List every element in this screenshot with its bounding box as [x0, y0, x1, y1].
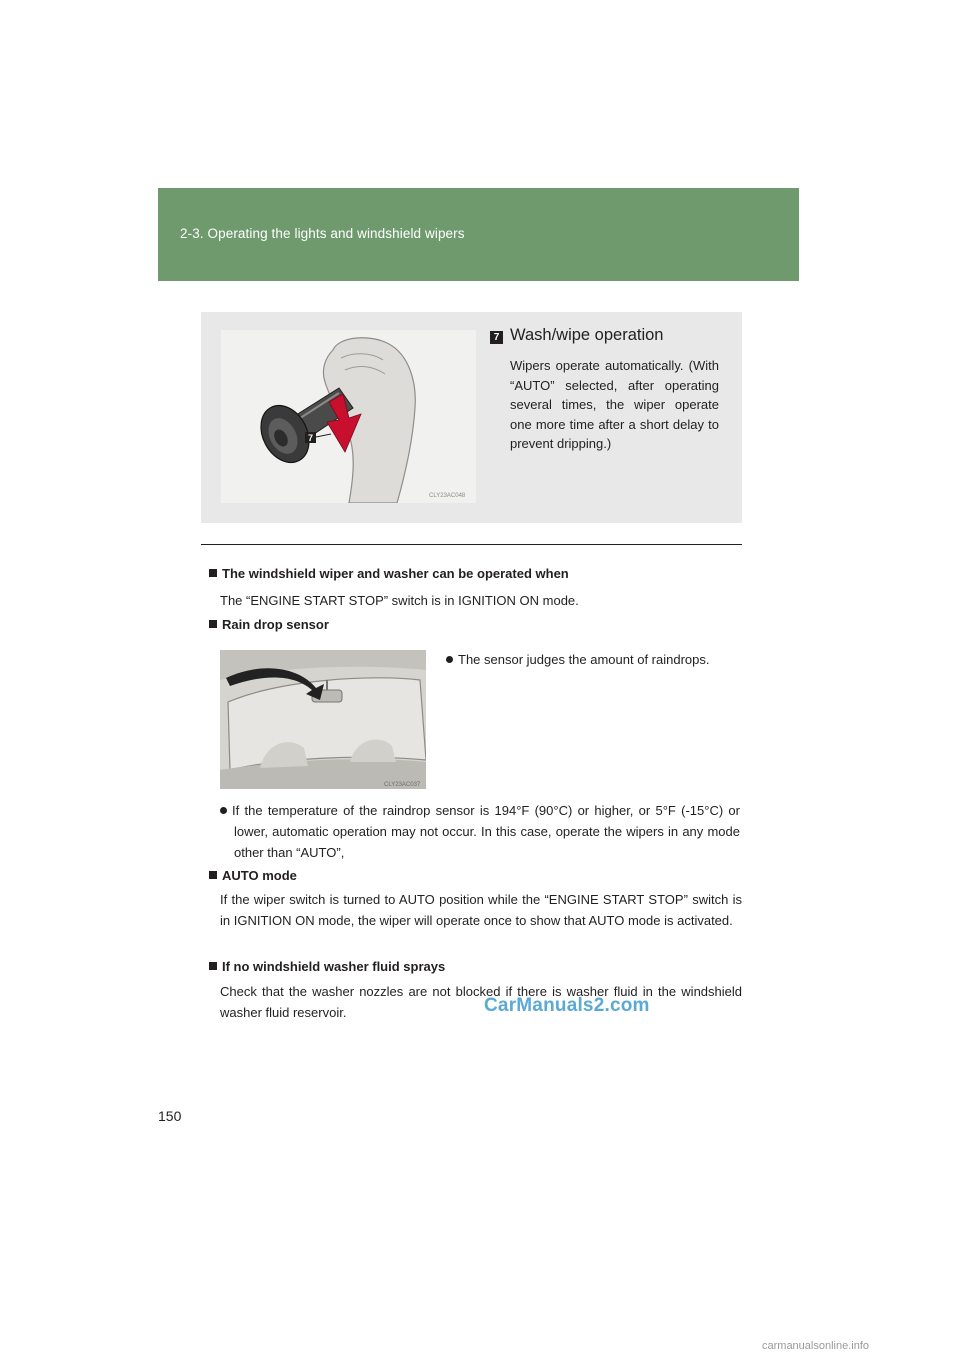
auto-mode-text: If the wiper switch is turned to AUTO position while the “ENGINE START STOP” switch is in IGNITION ON mode, the wiper will operate once to show that AUTO mode is activated. [220, 892, 742, 928]
square-bullet-icon [209, 620, 217, 628]
wiper-lever-illustration [221, 330, 476, 503]
svg-text:CLY23AC037: CLY23AC037 [384, 782, 421, 788]
section-title: 2-3. Operating the lights and windshield wipers [180, 226, 465, 241]
page-number: 150 [158, 1108, 182, 1124]
round-bullet-icon [220, 807, 227, 814]
operation-description: Wipers operate automatically. (With “AUTO” selected, after operating several times, the wiper operate one more time after a short delay to prevent dripping.) [510, 358, 719, 451]
rain-sensor-illustration [220, 650, 426, 789]
rain-sensor-note: The sensor judges the amount of raindrops. [446, 649, 746, 670]
round-bullet-icon [446, 656, 453, 663]
footer-watermark: carmanualsonline.info [762, 1340, 870, 1352]
section-divider [201, 544, 742, 545]
svg-text:7: 7 [307, 433, 314, 443]
windshield-sensor-icon [220, 650, 426, 789]
washer-fluid-text: Check that the washer nozzles are not blocked if there is washer fluid in the windshield washer fluid reservoir. [220, 984, 742, 1020]
operable-heading: The windshield wiper and washer can be operated when [209, 566, 569, 581]
wiper-lever-icon [221, 330, 476, 503]
auto-mode-heading: AUTO mode [209, 868, 297, 883]
operation-panel [201, 312, 742, 523]
operation-title: Wash/wipe operation [510, 326, 664, 344]
operable-text: The “ENGINE START STOP” switch is in IGNITION ON mode. [220, 593, 579, 608]
square-bullet-icon [209, 871, 217, 879]
square-bullet-icon [209, 962, 217, 970]
header-bar [158, 188, 799, 281]
washer-fluid-heading: If no windshield washer fluid sprays [209, 959, 445, 974]
svg-text:CLY23AC048: CLY23AC048 [429, 493, 466, 499]
rain-sensor-heading: Rain drop sensor [209, 617, 329, 632]
step-number-badge: 7 [490, 331, 503, 344]
square-bullet-icon [209, 569, 217, 577]
watermark: CarManuals2.com [484, 995, 650, 1016]
temperature-note: If the temperature of the raindrop sensor is 194°F (90°C) or higher, or 5°F (-15°C) or lower, automatic operation may not occur. In this case, operate the wipers in any mode other than “AUTO”, [220, 800, 740, 863]
